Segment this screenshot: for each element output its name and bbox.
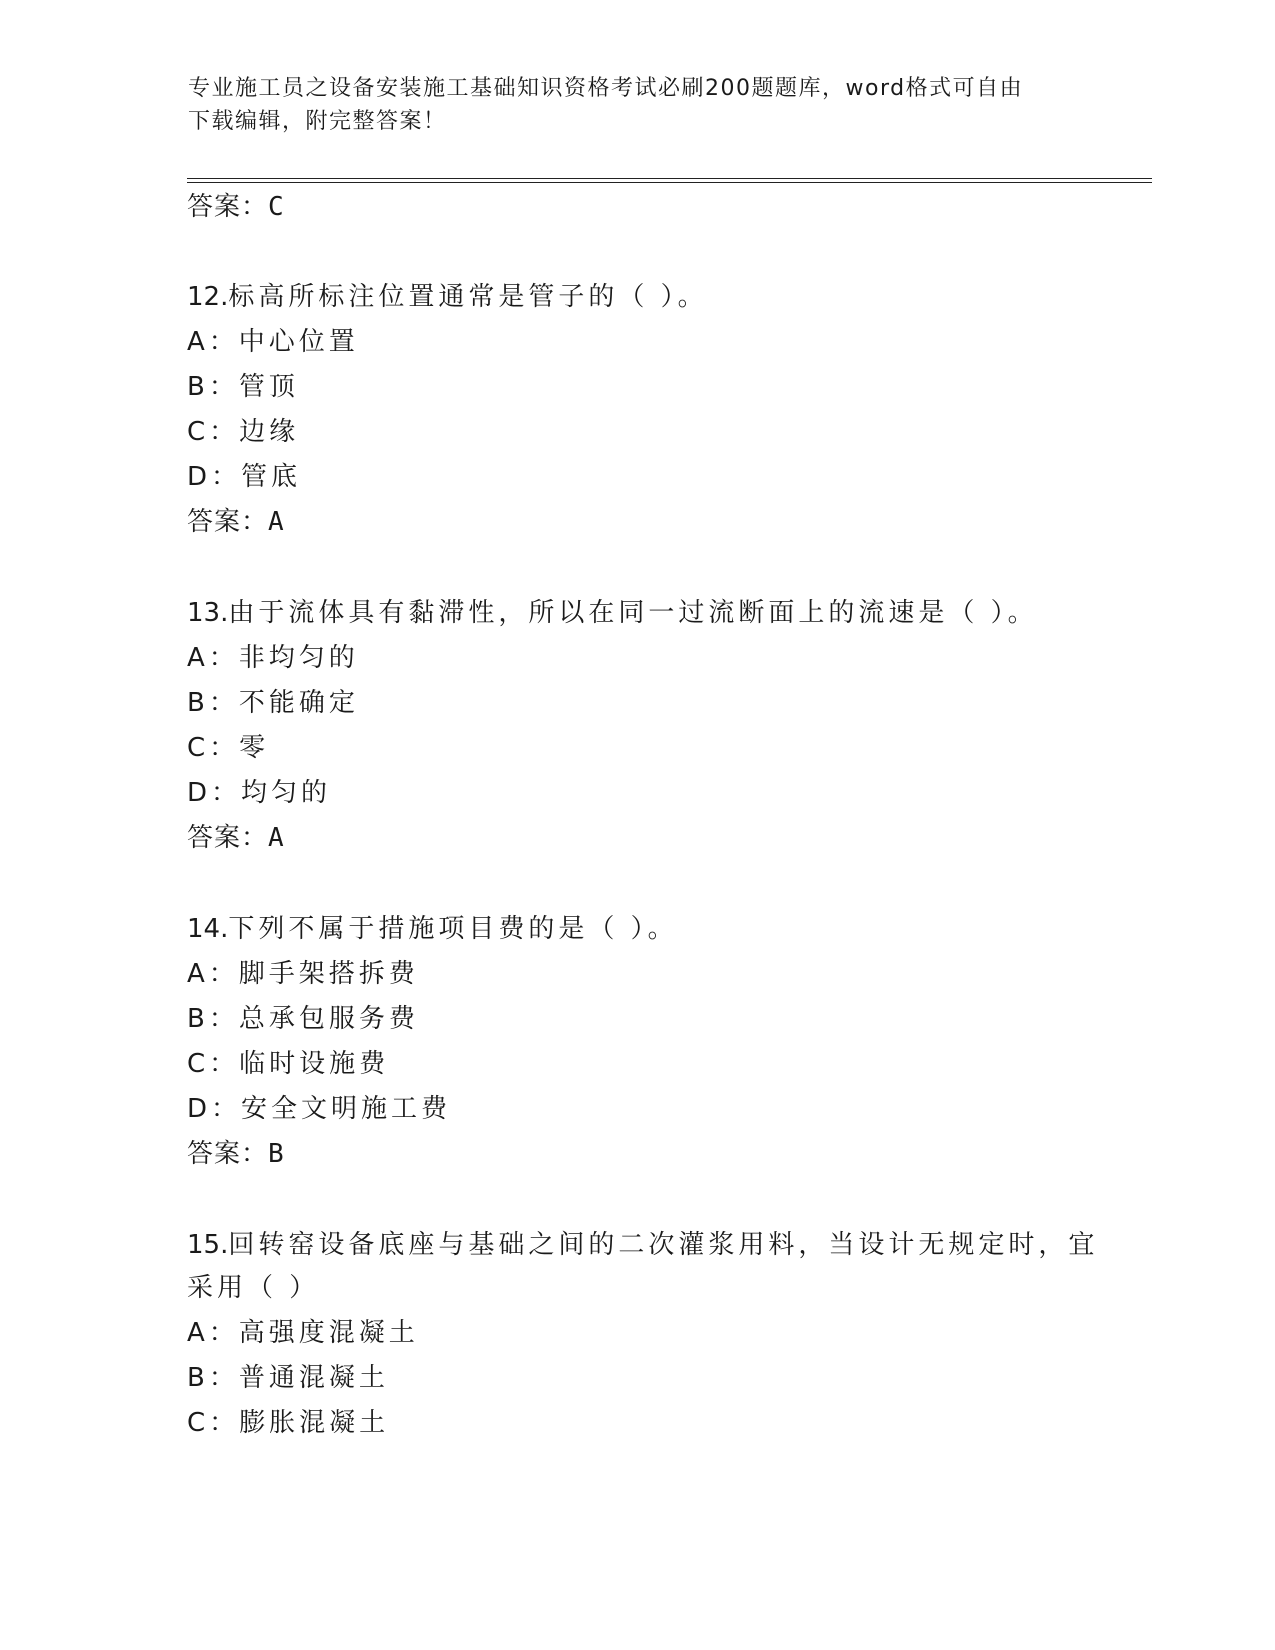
header-divider-top (187, 178, 1152, 179)
option-c (187, 1406, 389, 1440)
header-line-1: 专业施工员之设备安装施工基础知识资格考试必刷200题题库，word格式可自由 (188, 76, 1024, 101)
option-text: 边缘 (239, 417, 300, 447)
option-key: A： (187, 327, 239, 357)
option-c (187, 731, 269, 765)
option-key: D： (187, 778, 242, 808)
header-line-2: 下载编辑，附完整答案！ (188, 109, 447, 134)
option-a (187, 957, 419, 991)
question-number: 12. (187, 282, 229, 312)
question-text: 由于流体具有黏滞性，所以在同一过流断面上的流速是（ ）。 (228, 598, 1038, 628)
option-d (187, 776, 331, 810)
option-b (187, 370, 299, 404)
answer-label: 答案： (187, 507, 269, 537)
question-text: 回转窑设备底座与基础之间的二次灌浆用料，当设计无规定时，宜 (228, 1230, 1099, 1260)
answer-line (187, 190, 284, 224)
option-b (187, 1002, 419, 1036)
option-text: 临时设施费 (239, 1049, 390, 1079)
option-text: 非均匀的 (238, 643, 359, 673)
option-b (187, 686, 359, 720)
option-key: B： (187, 372, 239, 402)
question-stem (187, 1228, 1098, 1262)
question-text: 标高所标注位置通常是管子的（ ）。 (228, 282, 708, 312)
option-key: B： (187, 1363, 239, 1393)
option-a (187, 641, 359, 675)
question-number: 15. (187, 1230, 229, 1260)
answer-label: 答案： (187, 823, 269, 853)
option-text: 膨胀混凝土 (239, 1408, 390, 1438)
option-text: 普通混凝土 (238, 1363, 389, 1393)
option-a (187, 1316, 419, 1350)
option-d (187, 1092, 451, 1126)
option-key: C： (187, 733, 240, 763)
option-text: 零 (239, 733, 270, 763)
question-text: 采用（ ） (187, 1273, 320, 1303)
answer-line (187, 1137, 284, 1171)
option-b (187, 1361, 389, 1395)
option-key: C： (187, 1049, 240, 1079)
header-divider-bottom (187, 182, 1152, 183)
answer-value: C (268, 192, 284, 222)
option-d (187, 460, 301, 494)
question-stem (187, 596, 1038, 630)
option-key: A： (187, 643, 239, 673)
answer-value: A (268, 507, 284, 537)
option-key: C： (187, 417, 240, 447)
option-c (187, 1047, 389, 1081)
option-text: 脚手架搭拆费 (238, 959, 419, 989)
answer-label: 答案： (187, 192, 269, 222)
option-text: 总承包服务费 (238, 1004, 419, 1034)
option-c (187, 415, 299, 449)
option-key: A： (187, 1318, 239, 1348)
answer-value: B (268, 1139, 284, 1169)
answer-value: A (268, 823, 284, 853)
option-key: B： (187, 688, 239, 718)
answer-line (187, 821, 284, 855)
option-text: 安全文明施工费 (241, 1094, 452, 1124)
question-number: 14. (187, 914, 229, 944)
option-key: D： (187, 462, 242, 492)
answer-label: 答案： (187, 1139, 269, 1169)
option-key: D： (187, 1094, 242, 1124)
option-text: 均匀的 (241, 778, 332, 808)
option-key: C： (187, 1408, 240, 1438)
question-text: 下列不属于措施项目费的是（ ）。 (228, 914, 678, 944)
option-text: 中心位置 (238, 327, 359, 357)
question-stem-continued (187, 1271, 319, 1305)
question-stem (187, 912, 678, 946)
option-a (187, 325, 359, 359)
document-header (188, 72, 1068, 138)
option-text: 管顶 (238, 372, 299, 402)
option-text: 不能确定 (238, 688, 359, 718)
option-key: B： (187, 1004, 239, 1034)
question-number: 13. (187, 598, 229, 628)
option-text: 管底 (241, 462, 302, 492)
question-stem (187, 280, 708, 314)
option-key: A： (187, 959, 239, 989)
option-text: 高强度混凝土 (238, 1318, 419, 1348)
answer-line (187, 505, 284, 539)
